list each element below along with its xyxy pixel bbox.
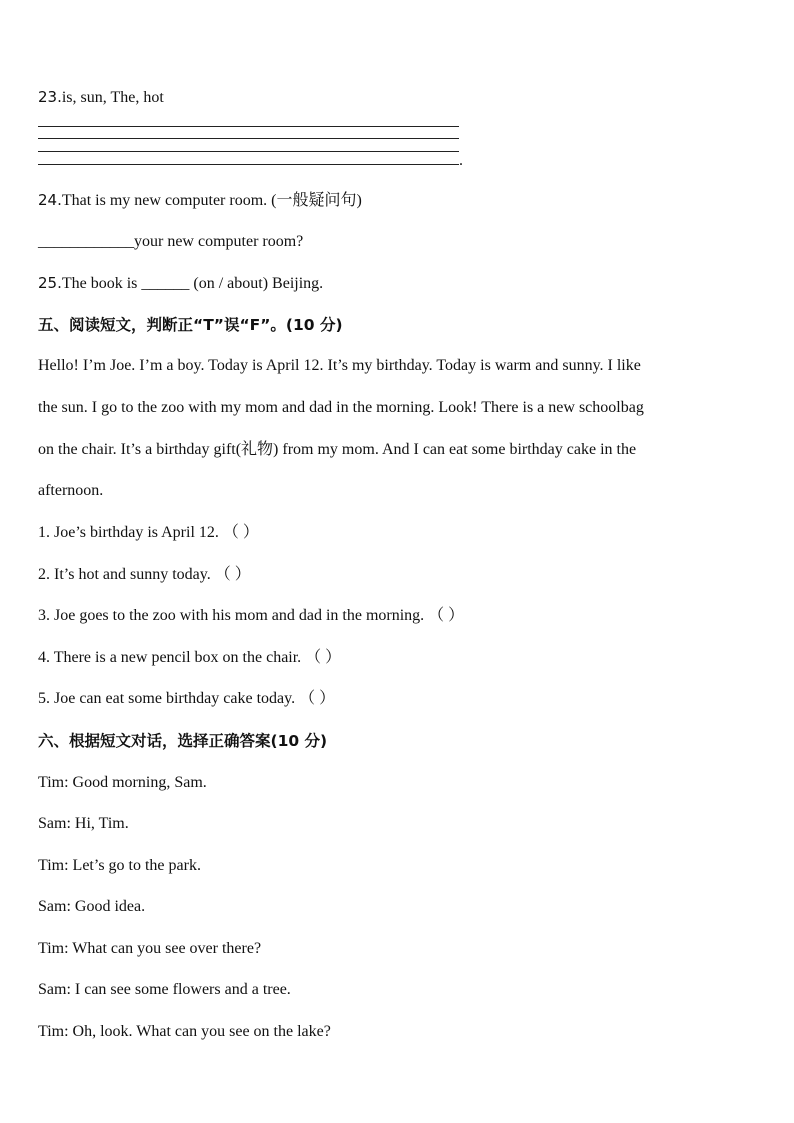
dialogue-line: Sam: I can see some flowers and a tree. (38, 981, 291, 998)
dialogue-line: Tim: Oh, look. What can you see on the lake? (38, 1023, 331, 1040)
answer-line[interactable] (38, 126, 459, 127)
dialogue-line: Sam: Hi, Tim. (38, 815, 129, 832)
question-23 (38, 87, 164, 108)
dialogue-line: Tim: Good morning, Sam. (38, 774, 207, 791)
tf-question[interactable]: 4. There is a new pencil box on the chair. （ ） (38, 649, 342, 666)
question-number: 25. (38, 274, 62, 292)
question-number: 23. (38, 88, 62, 106)
answer-line[interactable] (38, 151, 459, 152)
tf-question[interactable]: 5. Joe can eat some birthday cake today. （ ） (38, 690, 336, 707)
tf-question[interactable]: 3. Joe goes to the zoo with his mom and dad in the morning. （ ） (38, 607, 465, 624)
question-text[interactable]: The book is ______ (on / about) Beijing. (61, 275, 324, 292)
answer-end-dot: . (459, 152, 463, 169)
question-text: That is my new computer room. (一般疑问句) (61, 192, 362, 209)
question-24-answer[interactable]: ____________your new computer room? (38, 233, 304, 250)
dialogue-line: Tim: What can you see over there? (38, 940, 262, 957)
tf-question[interactable]: 1. Joe’s birthday is April 12. （ ） (38, 524, 259, 541)
question-25 (38, 273, 323, 294)
question-text: is, sun, The, hot (61, 89, 164, 106)
passage-line: Hello! I’m Joe. I’m a boy. Today is April 12. It’s my birthday. Today is warm and sunny. I like (38, 357, 641, 374)
dialogue-line: Sam: Good idea. (38, 898, 146, 915)
answer-line[interactable] (38, 164, 459, 165)
passage-line: on the chair. It’s a birthday gift(礼物) from my mom. And I can eat some birthday cake in the (38, 441, 637, 458)
dialogue-line: Tim: Let’s go to the park. (38, 857, 201, 874)
question-number: 24. (38, 191, 62, 209)
passage-line: afternoon. (38, 482, 104, 499)
answer-line[interactable] (38, 138, 459, 139)
section-6-title: 六、根据短文对话，选择正确答案(10 分) (38, 732, 328, 750)
passage-line: the sun. I go to the zoo with my mom and dad in the morning. Look! There is a new schoolbag (38, 399, 644, 416)
question-24 (38, 190, 362, 211)
tf-question[interactable]: 2. It’s hot and sunny today. （ ） (38, 566, 251, 583)
section-5-title: 五、阅读短文，判断正“T”误“F”。(10 分) (38, 316, 343, 334)
